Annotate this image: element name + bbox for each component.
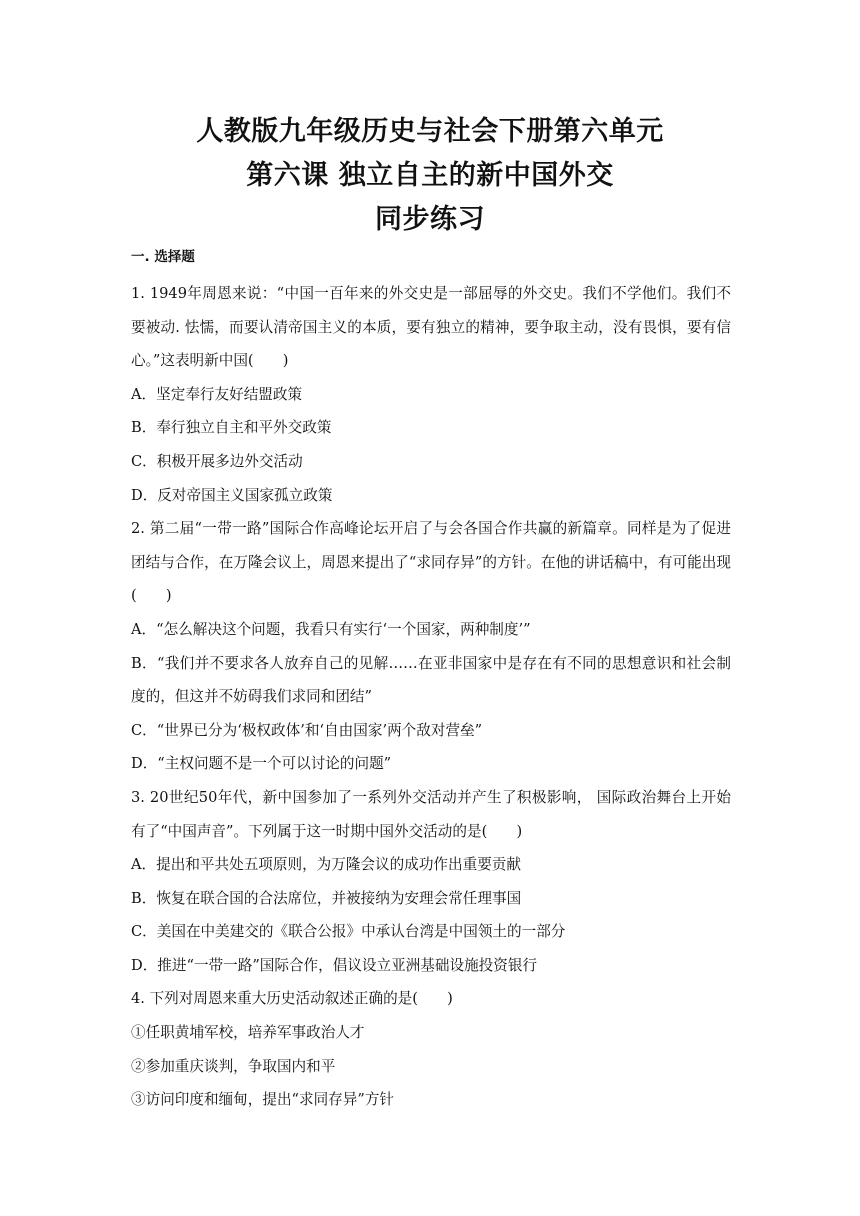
question-1 [131, 277, 731, 512]
question-stem: 2. 第二届“一带一路”国际合作高峰论坛开启了与会各国合作共赢的新篇章。同样是为了促进团结与合作，在万隆会议上，周恩来提出了“求同存异”的方针。在他的讲话稿中，有可能出现( ) [131, 520, 731, 605]
option-d: D．推进“一带一路”国际合作，倡议设立亚洲基础设施投资银行 [131, 956, 538, 974]
option-c: C．积极开展多边外交活动 [131, 452, 303, 470]
question-stem: 4. 下列对周恩来重大历史活动叙述正确的是( ) [131, 990, 453, 1008]
option-a: A．坚定奉行友好结盟政策 [131, 385, 303, 403]
title-line-2: 第六课 独立自主的新中国外交 [246, 160, 614, 191]
option-d: D．反对帝国主义国家孤立政策 [131, 486, 333, 504]
document-body [131, 246, 731, 1117]
option-c: C．美国在中美建交的《联合公报》中承认台湾是中国领土的一部分 [131, 923, 566, 941]
option-a: A．“怎么解决这个问题，我看只有实行‘一个国家，两种制度’” [131, 620, 531, 638]
document-title [0, 110, 860, 242]
section-heading: 一. 选择题 [131, 249, 195, 265]
question-stem: 3. 20世纪50年代，新中国参加了一系列外交活动并产生了积极影响， 国际政治舞台上开始有了“中国声音”。下列属于这一时期中国外交活动的是( ) [131, 788, 731, 840]
option-a: A．提出和平共处五项原则，为万隆会议的成功作出重要贡献 [131, 856, 521, 874]
title-line-3: 同步练习 [375, 204, 485, 235]
statement-2: ②参加重庆谈判，争取国内和平 [131, 1057, 336, 1075]
title-line-1: 人教版九年级历史与社会下册第六单元 [196, 116, 664, 147]
question-stem: 1. 1949年周恩来说：“中国一百年来的外交史是一部屈辱的外交史。我们不学他们。我们不要被动. 怯懦，而要认清帝国主义的本质，要有独立的精神，要争取主动，没有畏惧，要有信心。”这表明新中国( ) [131, 285, 731, 370]
statement-1: ①任职黄埔军校，培养军事政治人才 [131, 1024, 365, 1042]
question-4 [131, 982, 731, 1116]
option-b: B．恢复在联合国的合法席位，并被接纳为安理会常任理事国 [131, 889, 522, 907]
statement-3: ③访问印度和缅甸，提出“求同存异”方针 [131, 1091, 395, 1109]
option-d: D．“主权问题不是一个可以讨论的问题” [131, 755, 392, 773]
question-2 [131, 512, 731, 781]
question-3 [131, 781, 731, 983]
option-b: B．奉行独立自主和平外交政策 [131, 419, 332, 437]
option-b: B．“我们并不要求各人放弃自己的见解……在亚非国家中是存在有不同的思想意识和社会制度的，但这并不妨碍我们求同和团结” [131, 654, 731, 706]
option-c: C．“世界已分为‘极权政体’和‘自由国家’两个敌对营垒” [131, 721, 483, 739]
